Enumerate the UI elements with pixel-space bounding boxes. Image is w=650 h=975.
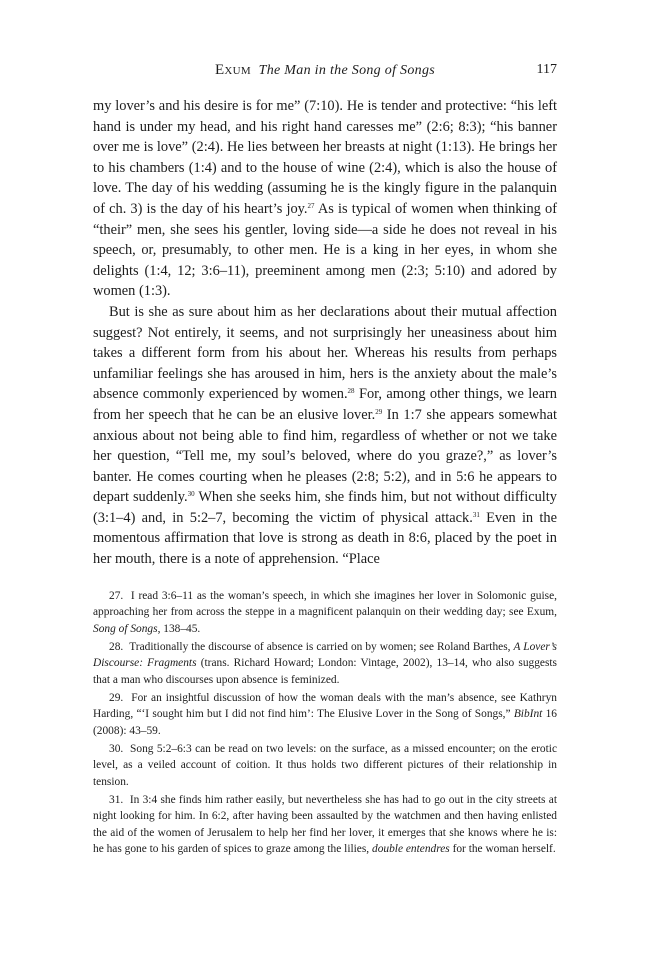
main-text	[93, 96, 557, 570]
p2-text-4: When she seeks him, she finds him, but not without difficulty (3:1–4) and, in 5:2–7, becoming the victim of physical attack.	[93, 489, 557, 526]
footnote-ref-28[interactable]: 28	[347, 387, 355, 396]
footnote-31-text: 31. In 3:4 she finds him rather easily, but nevertheless she has had to go out in the city streets at night looking for him. In 6:2, after having been assaulted by the watchmen and then having enlisted the aid of the women of Jerusalem to help her find her lover, it emerges that she knows where he is: he has gone to his garden of spices to graze among the lilies,	[93, 794, 557, 856]
footnote-31-italic-phrase: double entendres	[372, 843, 450, 856]
p2-text-3: In 1:7 she appears somewhat anxious about not being able to find him, regardless of whether or not we take her question, “Tell me, my soul’s beloved, where do you graze?,” as lover’s banter. He comes courting when he pleases (2:8; 5:2), and in 5:6 he appears to depart suddenly.	[93, 406, 558, 506]
footnote-ref-29[interactable]: 29	[375, 407, 383, 416]
footnote-29-citation: 16 (2008): 43–59.	[93, 708, 557, 737]
footnote-27-pages: , 138–45.	[157, 622, 201, 635]
footnote-30	[93, 741, 557, 790]
footnote-27-text: 27. I read 3:6–11 as the woman’s speech, in which she imagines her lover in Solomonic guise, approaching her from across the steppe in a magnificent palanquin on their wedding day; see Exum,	[93, 590, 557, 619]
footnote-28-book-title: A Lover’s Discourse: Fragments	[93, 641, 557, 670]
running-head-text	[93, 62, 557, 79]
paragraph-2	[93, 302, 557, 570]
p1-text-2: As is typical of women when thinking of “their” men, she sees his gentler, loving side—a side he does not reveal in his speech, or, presumably, to other men. He is a king in her eyes, in whom she delights (1:4, 12; 3:6–11), preeminent among men (2:3; 5:10) and adored by women (1:3).	[93, 200, 557, 300]
p2-text-1: But is she as sure about him as her declarations about their mutual affection suggest? Not entirely, it seems, and not surprisingly her uneasiness about him takes a different form from his about her. Whereas his results from perhaps unfamiliar feelings she has aroused in him, hers is the anxiety about the male’s absence commonly experienced by women.	[93, 303, 557, 403]
footnote-31	[93, 792, 557, 857]
paragraph-1	[93, 96, 557, 302]
footnote-27-book-title: Song of Songs	[93, 622, 158, 635]
footnote-28-text: 28. Traditionally the discourse of absence is carried on by women; see Roland Barthes,	[109, 641, 514, 654]
footnote-ref-27[interactable]: 27	[307, 201, 315, 210]
running-head-author: Exum	[214, 62, 251, 78]
footnote-29-journal: BibInt	[513, 708, 543, 721]
footnote-28	[93, 639, 557, 688]
running-head-title: The Man in the Song of Songs	[258, 63, 436, 78]
footnote-31-end: for the woman herself.	[449, 843, 556, 856]
footnote-ref-31[interactable]: 31	[472, 510, 480, 519]
footnote-ref-30[interactable]: 30	[187, 490, 195, 499]
footnote-30-text: 30. Song 5:2–6:3 can be read on two levels: on the surface, as a missed encounter; on the erotic level, as a veiled account of coition. It thus holds two different pictures of their relationship in tension.	[93, 743, 557, 788]
footnotes	[93, 588, 557, 860]
footnote-27	[93, 588, 557, 637]
p1-text-1: my lover’s and his desire is for me” (7:10). He is tender and protective: “his left hand is under my head, and his right hand caresses me” (2:6; 8:3); “his banner over me is love” (2:4). He lies between her breasts at night (1:13). He brings her to his chambers (1:4) and to the house of wine (2:4), which is also the house of love. The day of his wedding (assuming he is the kingly figure in the palanquin of ch. 3) is the day of his heart’s joy.	[93, 98, 557, 217]
footnote-29-text: 29. For an insightful discussion of how the woman deals with the man’s absence, see Kathryn Harding, “‘I sought him but I did not find him’: The Elusive Lover in the Song of Songs,”	[93, 692, 557, 721]
p2-text-5: Even in the momentous affirmation that love is strong as death in 8:6, placed by the poet in her mouth, there is a note of apprehension. “Place	[93, 509, 557, 568]
footnote-28-citation: (trans. Richard Howard; London: Vintage, 2002), 13–14, who also suggests that a man who discourses upon absence is feminized.	[93, 657, 557, 686]
p2-text-2: For, among other things, we learn from her speech that he can be an elusive lover.	[93, 386, 557, 423]
page-number: 117	[536, 62, 557, 77]
footnote-29	[93, 690, 557, 739]
running-head	[93, 62, 557, 80]
